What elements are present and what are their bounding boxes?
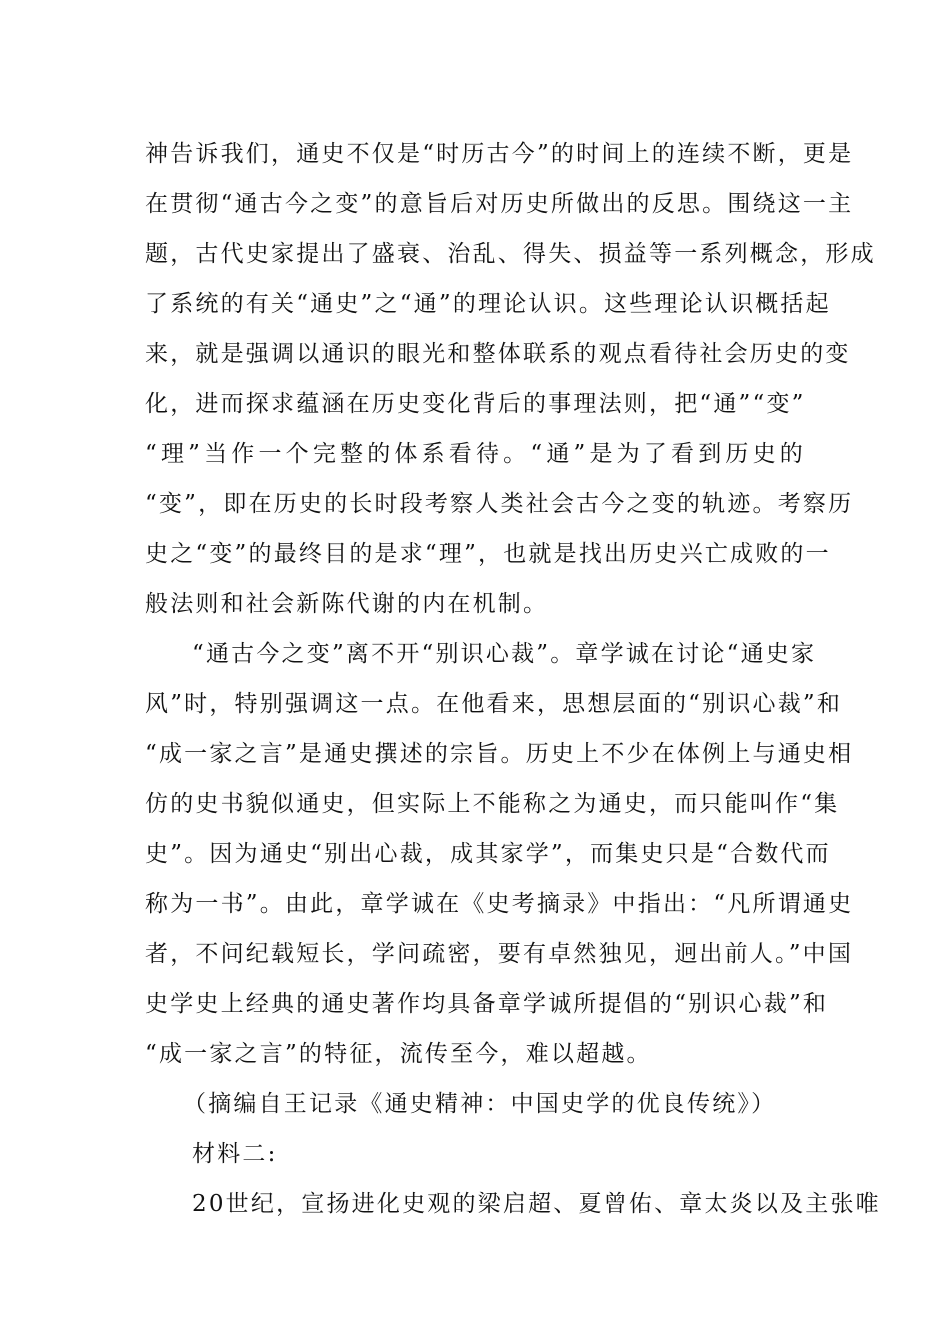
section-heading: 材料二: — [192, 1141, 278, 1167]
paragraph-start-line: “通古今之变”离不开“别识心裁”。章学诚在讨论“通史家 — [192, 641, 817, 667]
text-line: 称为一书”。由此，章学诚在《史考摘录》中指出：“凡所谓通史 — [145, 891, 854, 917]
text-line: 来，就是强调以通识的眼光和整体联系的观点看待社会历史的变 — [145, 341, 851, 367]
text-line: “成一家之言”是通史撰述的宗旨。历史上不少在体例上与通史相 — [145, 741, 854, 767]
text-line: 风”时，特别强调这一点。在他看来，思想层面的“别识心裁”和 — [145, 691, 843, 717]
text-line: 题，古代史家提出了盛衰、治乱、得失、损益等一系列概念，形成 — [145, 241, 876, 267]
text-line: 史之“变”的最终目的是求“理”，也就是找出历史兴亡成败的一 — [145, 541, 831, 567]
text-line: 仿的史书貌似通史，但实际上不能称之为通史，而只能叫作“集 — [145, 791, 840, 817]
text-line: “变”，即在历史的长时段考察人类社会古今之变的轨迹。考察历 — [145, 491, 854, 517]
paragraph-start-line: 20世纪，宣扬进化史观的梁启超、夏曾佑、章太炎以及主张唯 — [192, 1191, 881, 1217]
text-line: 史学史上经典的通史著作均具备章学诚所提倡的“别识心裁”和 — [145, 991, 829, 1017]
text-line: 者，不问纪载短长，学问疏密，要有卓然独见，迥出前人。”中国 — [145, 941, 854, 967]
text-line: 在贯彻“通古今之变”的意旨后对历史所做出的反思。围绕这一主 — [145, 191, 854, 217]
text-line: 神告诉我们，通史不仅是“时历古今”的时间上的连续不断，更是 — [145, 141, 854, 167]
text-line: “理”当作一个完整的体系看待。“通”是为了看到历史的 — [145, 441, 805, 467]
text-line: 般法则和社会新陈代谢的内在机制。 — [145, 591, 549, 617]
text-line: 了系统的有关“通史”之“通”的理论认识。这些理论认识概括起 — [145, 291, 831, 317]
text-line: “成一家之言”的特征，流传至今，难以超越。 — [145, 1041, 652, 1067]
text-line: 化，进而探求蕴涵在历史变化背后的事理法则，把“通”“变” — [145, 391, 806, 417]
source-citation: （摘编自王记录《通史精神：中国史学的优良传统》） — [183, 1091, 777, 1117]
text-line: 史”。因为通史“别出心裁，成其家学”，而集史只是“合数代而 — [145, 841, 831, 867]
